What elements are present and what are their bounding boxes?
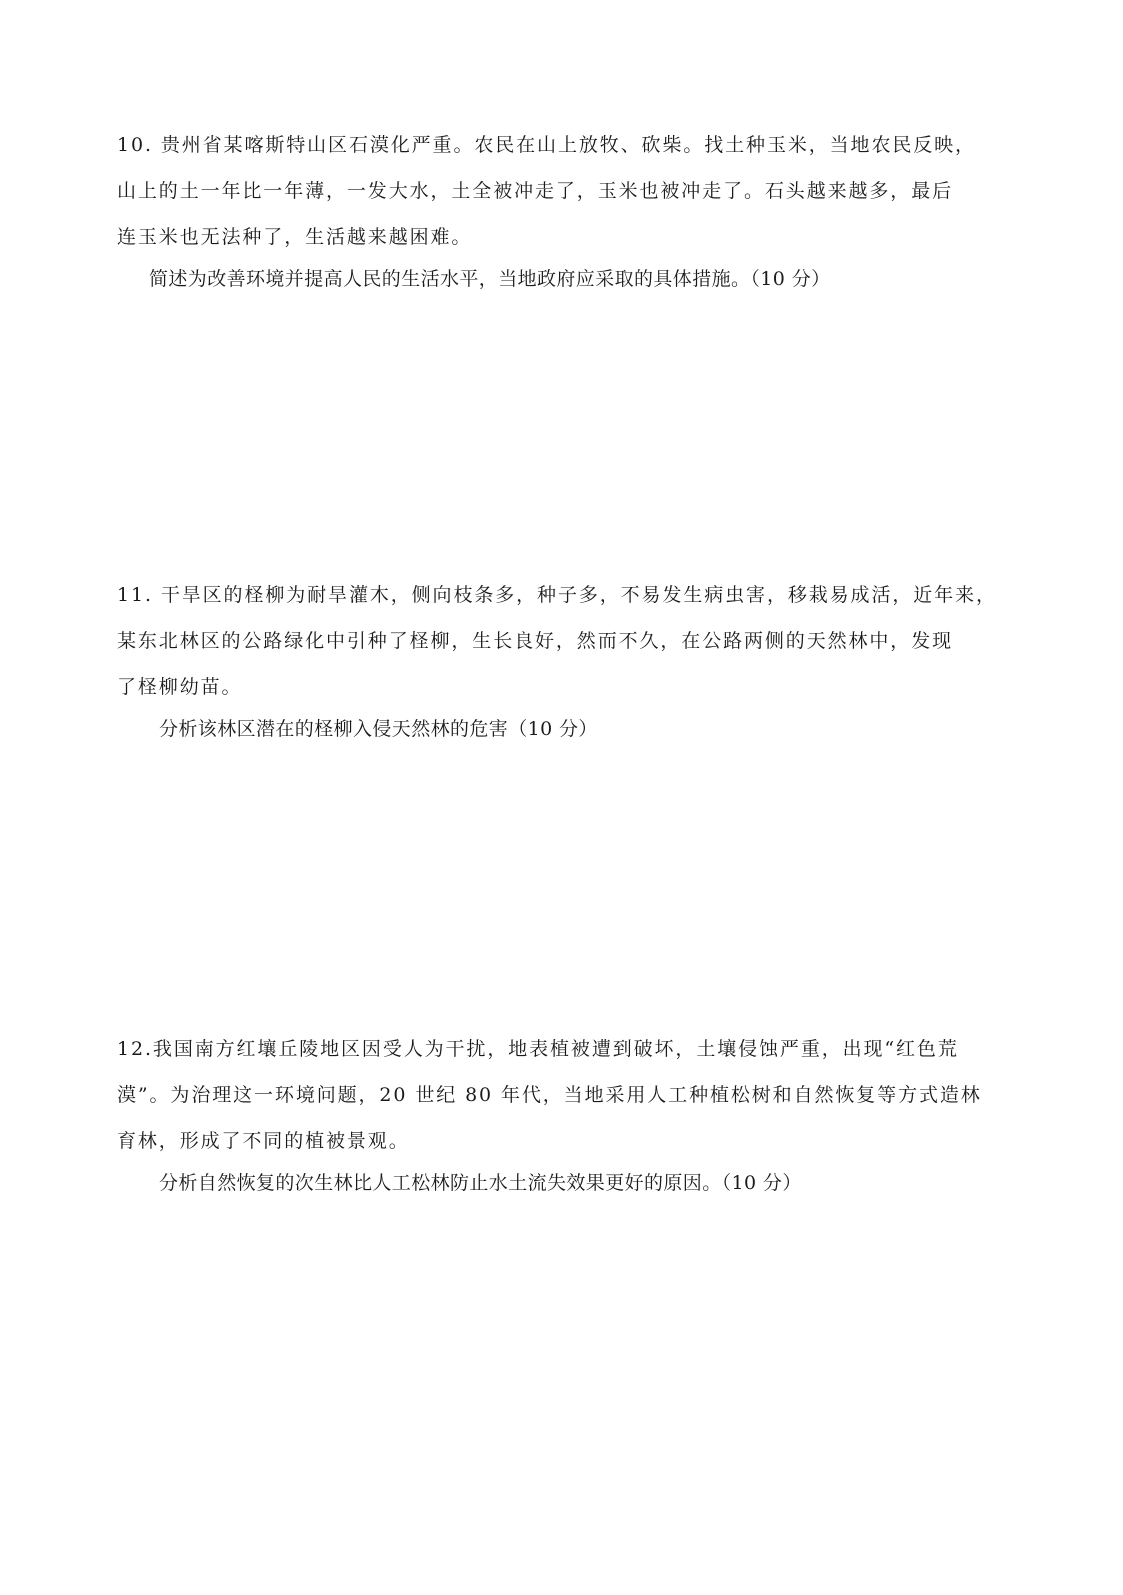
question-12-stem-line-2: 漠”。为治理这一环境问题，20 世纪 80 年代，当地采用人工种植松树和自然恢复等方式造林 <box>117 1084 982 1106</box>
question-10-answer-space <box>117 300 997 570</box>
question-12-answer-space <box>117 1208 997 1578</box>
question-12-stem-line-3: 育林，形成了不同的植被景观。 <box>117 1130 410 1152</box>
question-11-task: 分析该林区潜在的柽柳入侵天然林的危害（10 分） <box>159 718 598 740</box>
question-12-task: 分析自然恢复的次生林比人工松林防止水土流失效果更好的原因。（10 分） <box>159 1172 802 1194</box>
question-11-stem-line-1: 11. 干旱区的柽柳为耐旱灌木，侧向枝条多，种子多，不易发生病虫害，移栽易成活，近年来， <box>117 584 997 606</box>
question-10-stem-line-3: 连玉米也无法种了，生活越来越困难。 <box>117 226 473 248</box>
question-11-answer-space <box>117 755 997 1025</box>
question-11-stem-line-2: 某东北林区的公路绿化中引种了柽柳，生长良好，然而不久，在公路两侧的天然林中，发现 <box>117 630 954 652</box>
question-11-stem-line-3: 了柽柳幼苗。 <box>117 676 243 698</box>
question-10-stem-line-2: 山上的土一年比一年薄，一发大水，土全被冲走了，玉米也被冲走了。石头越来越多，最后 <box>117 180 954 202</box>
question-12-stem-line-1: 12.我国南方红壤丘陵地区因受人为干扰，地表植被遭到破坏，土壤侵蚀严重，出现“红色荒 <box>117 1038 959 1060</box>
question-10-task: 简述为改善环境并提高人民的生活水平，当地政府应采取的具体措施。（10 分） <box>149 268 831 290</box>
question-10-stem-line-1: 10. 贵州省某喀斯特山区石漠化严重。农民在山上放牧、砍柴。找土种玉米，当地农民反映， <box>117 134 976 156</box>
